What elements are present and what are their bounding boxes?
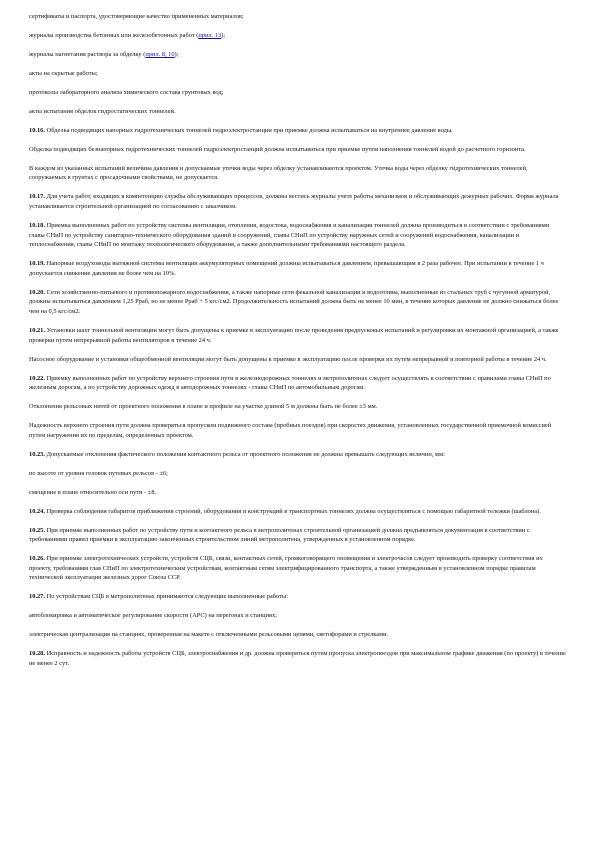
paragraph-text: по высоте от уровня головок путевых рельсов - ±6; xyxy=(29,469,168,477)
paragraph-text: Надежность верхнего строения пути должна проверяться пропуском подвижного состава (пробных поездов) при скоростях движения, установленных государственной приемочной комиссией путем нагружения их по пределам, определенных проектом. xyxy=(29,422,552,439)
paragraph-text: Отклонения рельсовых нитей от проектного положения в плане и профиле на участке длиной 5 м должны быть не более ±3 мм. xyxy=(29,403,378,411)
paragraph-text: ); xyxy=(174,50,179,58)
clause-number: 10.22. xyxy=(29,374,45,382)
clause-10-22 xyxy=(29,374,566,393)
appendix-link[interactable]: прил. 8, 10 xyxy=(145,50,175,58)
list-item xyxy=(29,50,566,60)
paragraph-text: ); xyxy=(221,31,226,39)
clause-10-24 xyxy=(29,507,566,517)
paragraph-text: Обделка подводящих безнапорных гидротехнических тоннелей гидроэлектростанций должна испытываться при приемке путем наполнения тоннелей водой до расчетного горизонта. xyxy=(29,145,526,153)
paragraph-text: Установки шахт тоннельной вентиляции могут быть допущены к приемке в эксплуатацию после проведения предпусковых испытаний и регулировки их монтажной организацией, а также проверки путем непрерывной работы вентиляторов в течение 24 ч. xyxy=(29,326,559,344)
paragraph xyxy=(29,421,566,440)
paragraph xyxy=(29,164,566,183)
paragraph-text: журналы производства бетонных или железобетонных работ ( xyxy=(29,31,199,39)
paragraph-text: В каждом из указанных испытаний величина давления и допускаемые утечки воды через обделку устанавливаются проектом. Утечка воды через обделку гидротехнических тоннелей, сооружаемых в грунтах с просадочными свойствами, не допускается. xyxy=(29,164,528,182)
clause-number: 10.25. xyxy=(29,526,45,534)
clause-10-23 xyxy=(29,450,566,460)
list-item xyxy=(29,488,566,498)
list-item xyxy=(29,469,566,479)
paragraph-text: журналы нагнетания раствора за обделку ( xyxy=(29,50,146,58)
clause-10-21 xyxy=(29,326,566,345)
clause-number: 10.28. xyxy=(29,650,45,658)
document-body xyxy=(29,12,566,678)
clause-10-28 xyxy=(29,649,566,668)
list-item xyxy=(29,12,566,22)
clause-number: 10.20. xyxy=(29,288,45,296)
paragraph-text: сертификаты и паспорта, удостоверяющие качество примененных материалов; xyxy=(29,13,244,20)
paragraph-text: Для учета работ, входящих в компетенцию службы обслуживающих процессов, должны вестись журналы учете работы механизмов и обслуживающих дежурных рабочих. Форма журнала устанавливается строительной организацией по согласованию с заказчиком. xyxy=(29,193,559,211)
list-item xyxy=(29,88,566,98)
paragraph-text: смещение в плане относительно оси пути - ±8. xyxy=(29,488,157,496)
clause-number: 10.26. xyxy=(29,555,45,563)
list-item xyxy=(29,31,566,41)
paragraph-text: Допускаемые отклонения фактического положения контактного рельса от проектного положения не должны превышать следующих величин, мм: xyxy=(44,450,445,458)
paragraph-text: автоблокировка и автоматическое регулирование скорости (АРС) на перегонах и станциях; xyxy=(29,612,277,620)
clause-10-20 xyxy=(29,288,566,317)
clause-number: 10.17. xyxy=(29,193,45,201)
paragraph-text: Напорные воздуховоды вытяжной системы вентиляции аккумуляторных помещений должны испытываться давлением, превышающим в 2 раза рабочее. При испытании в течение 1 ч допускается снижение давления не более чем на 10%. xyxy=(29,260,544,277)
paragraph-text: электрическая централизация на станциях, проверенная на макете с отключенными рельсовыми цепями, светофорами и стрелками. xyxy=(29,631,389,639)
appendix-link[interactable]: прил. 13 xyxy=(198,31,222,39)
paragraph-text: Исправность и надежность работы устройств СЦБ, электроснабжения и др. должна проверяться путем пропуска электропоездов при максимальном графике движения (по проекту) в течение не менее 2 сут. xyxy=(29,650,566,667)
clause-10-18 xyxy=(29,221,566,250)
paragraph-text: По устройствам СЦБ в метрополитенах принимаются следующие выполненные работы: xyxy=(44,593,288,601)
paragraph-text: протоколы лабораторного анализа химического состава грунтовых вод; xyxy=(29,88,224,96)
paragraph-text: акты испытания обделок гидростатических тоннелей. xyxy=(29,107,176,115)
list-item xyxy=(29,611,566,621)
paragraph-text: Проверка соблюдения габаритов приближения строений, оборудования и конструкций в транспортных тоннелях должна осуществляться с помощью габаритной тележки (шаблона). xyxy=(44,507,541,515)
clause-number: 10.18. xyxy=(29,222,45,230)
clause-number: 10.16. xyxy=(29,126,45,134)
paragraph-text: Приемку выполненных работ по устройству верхнего строения пути в железнодорожных тоннелях и метрополитенах следует осуществлять в соответствии с правилами главы СНиП по железным дорогам, а по устройству дорожных одежд в автодорожных тоннелях - главы СНиП по автомобильным дорогам. xyxy=(29,374,551,392)
clause-10-27 xyxy=(29,592,566,602)
clause-10-26 xyxy=(29,554,566,583)
clause-number: 10.21. xyxy=(29,326,45,334)
clause-10-19 xyxy=(29,259,566,278)
paragraph xyxy=(29,355,566,365)
clause-10-16 xyxy=(29,126,566,136)
clause-number: 10.24. xyxy=(29,507,45,515)
clause-10-25 xyxy=(29,526,566,545)
paragraph-text: Насосное оборудование и установки общеобменной вентиляции могут быть допущены к приемке в эксплуатацию после проверки их путем непрерывной и повторной работы в течение 24 ч. xyxy=(29,355,547,363)
paragraph-text: Сети хозяйственно-питьевого и противопожарного водоснабжения, а также напорные сети фекальной канализации и водоотлива, выполненные из стальных труб с чугунной арматурой, должны испытываться давлением 1,25 Ppaб, но не менее Ppaб + 5 кгс/см2. Продолжительность испытаний должна быть не менее 10 мин, в течение которых давление не должно снижаться более чем на 0,5 кгс/см2. xyxy=(29,288,559,315)
paragraph-text: Приемка выполненных работ по устройству системы вентиляции, отопления, водостока, водоснабжения и канализации тоннелей должна производиться в соответствии с требованиями главы СНиП по устройству санитарно-технического оборудования зданий и сооружений, главы СНиП по устройству наружных сетей и сооружений водоснабжения, канализации и теплоснабжения, главы СНиП по монтажу технологического оборудования, а также дополнительными требованиями настоящего раздела. xyxy=(29,222,550,249)
list-item xyxy=(29,630,566,640)
paragraph-text: Обделка подводящих напорных гидротехнических тоннелей гидроэлектростанции при приемке должна испытываться на внутреннее давление воды. xyxy=(44,126,453,134)
clause-number: 10.27. xyxy=(29,593,45,601)
clause-number: 10.23. xyxy=(29,450,45,458)
clause-10-17 xyxy=(29,192,566,211)
list-item xyxy=(29,69,566,79)
paragraph-text: При приемке электротехнических устройств, устройств СЦБ, связи, контактных сетей, громкоговорящего оповещения и электрочасов следует производить проверку соответствия их проекту, требованиям глав СНиП по электротехническим устройствам, контактным сетям электрифицированного транспорта, а также утвержденным в установленном порядке правилам технической эксплуатации железных дорог Союза ССР. xyxy=(29,555,543,582)
paragraph xyxy=(29,145,566,155)
paragraph-text: акты на скрытые работы; xyxy=(29,69,98,77)
paragraph-text: При приемке выполненных работ по устройству пути и контактного рельса в метрополитенах строительной организацией должна предъявляться документация в соответствии с требованиями правил приемки в эксплуатацию законченных строительством линий метрополитена, утвержденных в установленном порядке. xyxy=(29,526,530,544)
paragraph xyxy=(29,402,566,412)
list-item xyxy=(29,107,566,117)
clause-number: 10.19. xyxy=(29,260,45,268)
